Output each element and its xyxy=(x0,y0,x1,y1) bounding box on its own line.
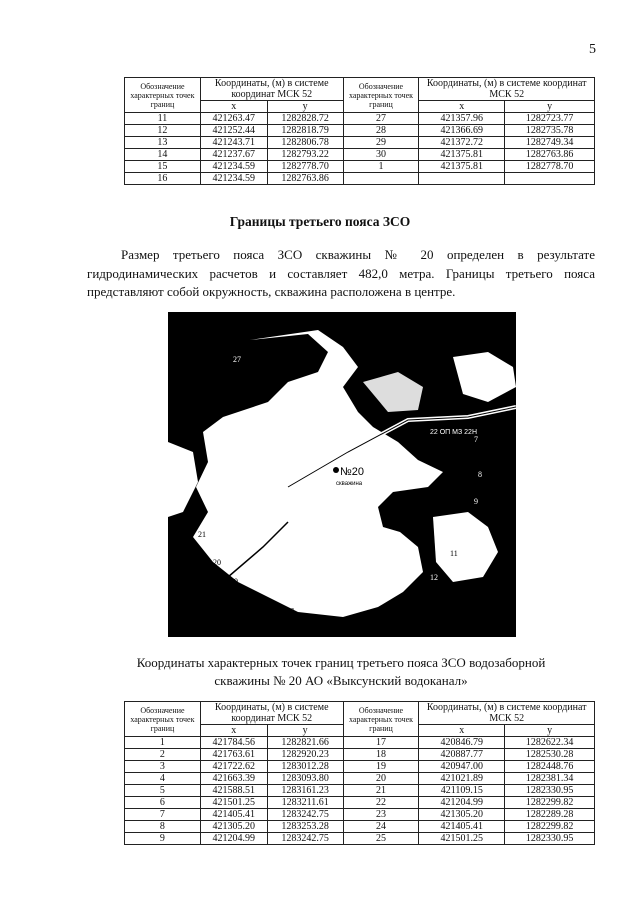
y-coordinate-cell: 1282381.34 xyxy=(505,773,595,785)
table-row xyxy=(125,821,595,833)
point-number-cell: 1 xyxy=(125,737,201,749)
x-coordinate-cell xyxy=(419,173,505,185)
well-sublabel: скважина xyxy=(336,481,363,487)
point-number-cell: 28 xyxy=(343,125,419,137)
point-number-cell: 14 xyxy=(125,149,201,161)
caption-line-2: скважины № 20 АО «Выксунский водоканал» xyxy=(214,673,468,688)
table-row xyxy=(125,809,595,821)
coords-header: Координаты, (м) в системе координат МСК 52 xyxy=(419,78,595,101)
y-header: y xyxy=(505,101,595,113)
point-number-cell: 15 xyxy=(125,161,201,173)
y-coordinate-cell: 1282828.72 xyxy=(267,113,343,125)
x-coordinate-cell: 421501.25 xyxy=(419,833,505,845)
map-svg xyxy=(168,312,516,637)
x-header: x xyxy=(200,725,267,737)
point-number-cell: 12 xyxy=(125,125,201,137)
point-number-cell: 23 xyxy=(343,809,419,821)
x-coordinate-cell: 421375.81 xyxy=(419,161,505,173)
x-coordinate-cell: 420846.79 xyxy=(419,737,505,749)
point-label: 19 xyxy=(230,577,238,586)
coordinates-table-2 xyxy=(124,701,595,845)
y-coordinate-cell: 1282299.82 xyxy=(505,821,595,833)
y-header: y xyxy=(505,725,595,737)
y-coordinate-cell: 1282299.82 xyxy=(505,797,595,809)
y-coordinate-cell: 1282821.66 xyxy=(267,737,343,749)
point-number-cell: 11 xyxy=(125,113,201,125)
table-row xyxy=(125,761,595,773)
point-number-cell: 9 xyxy=(125,833,201,845)
x-coordinate-cell: 421305.20 xyxy=(419,809,505,821)
point-number-cell: 3 xyxy=(125,761,201,773)
point-number-cell: 22 xyxy=(343,797,419,809)
point-number-cell: 13 xyxy=(125,137,201,149)
x-coordinate-cell: 420947.00 xyxy=(419,761,505,773)
point-label: 15 xyxy=(351,613,359,622)
col-label-header: Обозначение характерных точек границ xyxy=(125,78,201,113)
point-label: 13 xyxy=(406,589,414,598)
x-coordinate-cell: 420887.77 xyxy=(419,749,505,761)
point-label: 18 xyxy=(256,595,264,604)
x-coordinate-cell: 421204.99 xyxy=(419,797,505,809)
point-label: 20 xyxy=(213,558,221,567)
point-number-cell: 29 xyxy=(343,137,419,149)
x-coordinate-cell: 421763.61 xyxy=(200,749,267,761)
y-coordinate-cell: 1282793.22 xyxy=(267,149,343,161)
x-coordinate-cell: 421021.89 xyxy=(419,773,505,785)
x-coordinate-cell: 421204.99 xyxy=(200,833,267,845)
caption-line-1: Координаты характерных точек границ третьего пояса ЗСО водозаборной xyxy=(136,655,546,670)
page-number: 5 xyxy=(589,42,596,57)
table-row xyxy=(125,173,595,185)
point-label: 12 xyxy=(430,573,438,582)
x-coordinate-cell: 421234.59 xyxy=(200,161,267,173)
coords-header: Координаты, (м) в системе координат МСК 52 xyxy=(200,78,343,101)
y-coordinate-cell: 1282289.28 xyxy=(505,809,595,821)
well-marker-icon xyxy=(333,467,339,473)
table-caption xyxy=(87,654,595,690)
point-number-cell: 30 xyxy=(343,149,419,161)
table-header-row xyxy=(125,78,595,101)
x-coordinate-cell: 421234.59 xyxy=(200,173,267,185)
zone-map-image xyxy=(168,312,516,637)
table-row xyxy=(125,161,595,173)
x-coordinate-cell: 421237.67 xyxy=(200,149,267,161)
y-coordinate-cell: 1282749.34 xyxy=(505,137,595,149)
y-coordinate-cell: 1282448.76 xyxy=(505,761,595,773)
well-label: №20 xyxy=(340,466,365,478)
point-number-cell: 6 xyxy=(125,797,201,809)
table-row xyxy=(125,113,595,125)
col-label-header: Обозначение характерных точек границ xyxy=(343,78,419,113)
y-coordinate-cell: 1282330.95 xyxy=(505,785,595,797)
coords-header: Координаты, (м) в системе координат МСК 52 xyxy=(419,702,595,725)
table-row xyxy=(125,773,595,785)
road-label: 22 ОП МЗ 22Н xyxy=(430,429,477,436)
x-coordinate-cell: 421405.41 xyxy=(419,821,505,833)
point-number-cell: 21 xyxy=(343,785,419,797)
table-row xyxy=(125,749,595,761)
point-number-cell: 17 xyxy=(343,737,419,749)
x-coordinate-cell: 421305.20 xyxy=(200,821,267,833)
point-number-cell xyxy=(343,173,419,185)
x-header: x xyxy=(200,101,267,113)
point-number-cell: 5 xyxy=(125,785,201,797)
point-number-cell: 16 xyxy=(125,173,201,185)
y-coordinate-cell: 1282735.78 xyxy=(505,125,595,137)
y-coordinate-cell: 1283161.23 xyxy=(267,785,343,797)
table-row xyxy=(125,833,595,845)
y-coordinate-cell xyxy=(505,173,595,185)
y-coordinate-cell: 1283093.80 xyxy=(267,773,343,785)
point-number-cell: 7 xyxy=(125,809,201,821)
x-coordinate-cell: 421243.71 xyxy=(200,137,267,149)
table-row xyxy=(125,737,595,749)
point-label: 21 xyxy=(198,530,206,539)
x-coordinate-cell: 421663.39 xyxy=(200,773,267,785)
x-coordinate-cell: 421109.15 xyxy=(419,785,505,797)
y-coordinate-cell: 1282723.77 xyxy=(505,113,595,125)
x-coordinate-cell: 421252.44 xyxy=(200,125,267,137)
point-number-cell: 4 xyxy=(125,773,201,785)
x-coordinate-cell: 421366.69 xyxy=(419,125,505,137)
y-coordinate-cell: 1282763.86 xyxy=(267,173,343,185)
section-heading: Границы третьего пояса ЗСО xyxy=(229,214,411,229)
table-header-row xyxy=(125,702,595,725)
table-row xyxy=(125,149,595,161)
coords-header: Координаты, (м) в системе координат МСК 52 xyxy=(200,702,343,725)
point-number-cell: 20 xyxy=(343,773,419,785)
x-coordinate-cell: 421375.81 xyxy=(419,149,505,161)
col-label-header: Обозначение характерных точек границ xyxy=(125,702,201,737)
x-coordinate-cell: 421722.62 xyxy=(200,761,267,773)
y-coordinate-cell: 1282778.70 xyxy=(267,161,343,173)
point-number-cell: 18 xyxy=(343,749,419,761)
x-coordinate-cell: 421263.47 xyxy=(200,113,267,125)
y-coordinate-cell: 1283253.28 xyxy=(267,821,343,833)
y-coordinate-cell: 1282778.70 xyxy=(505,161,595,173)
y-coordinate-cell: 1282622.34 xyxy=(505,737,595,749)
point-number-cell: 8 xyxy=(125,821,201,833)
table-row xyxy=(125,125,595,137)
y-coordinate-cell: 1282330.95 xyxy=(505,833,595,845)
y-coordinate-cell: 1282818.79 xyxy=(267,125,343,137)
y-coordinate-cell: 1283211.61 xyxy=(267,797,343,809)
point-label: 27 xyxy=(233,355,241,364)
table-row xyxy=(125,137,595,149)
x-coordinate-cell: 421357.96 xyxy=(419,113,505,125)
y-coordinate-cell: 1282806.78 xyxy=(267,137,343,149)
point-label: 7 xyxy=(474,435,478,444)
point-number-cell: 1 xyxy=(343,161,419,173)
y-header: y xyxy=(267,725,343,737)
point-number-cell: 19 xyxy=(343,761,419,773)
y-coordinate-cell: 1282920.23 xyxy=(267,749,343,761)
table-row xyxy=(125,785,595,797)
x-coordinate-cell: 421784.56 xyxy=(200,737,267,749)
point-label: 11 xyxy=(450,549,458,558)
point-label: 9 xyxy=(474,497,478,506)
body-paragraph: Размер третьего пояса ЗСО скважины № 20 определен в результате гидродинамических расчетов и составляет 482,0 метра. Границы третьего пояса представляют собой окружность, скважина расположена в центре. xyxy=(87,247,595,299)
y-coordinate-cell: 1283242.75 xyxy=(267,833,343,845)
x-header: x xyxy=(419,101,505,113)
point-label: 8 xyxy=(478,470,482,479)
table-row xyxy=(125,797,595,809)
x-header: x xyxy=(419,725,505,737)
y-header: y xyxy=(267,101,343,113)
x-coordinate-cell: 421588.51 xyxy=(200,785,267,797)
y-coordinate-cell: 1282530.28 xyxy=(505,749,595,761)
point-label: 16 xyxy=(316,615,324,624)
y-coordinate-cell: 1282763.86 xyxy=(505,149,595,161)
point-number-cell: 24 xyxy=(343,821,419,833)
coordinates-table-1 xyxy=(124,77,595,185)
x-coordinate-cell: 421501.25 xyxy=(200,797,267,809)
point-label: 17 xyxy=(286,607,294,616)
point-number-cell: 25 xyxy=(343,833,419,845)
x-coordinate-cell: 421405.41 xyxy=(200,809,267,821)
x-coordinate-cell: 421372.72 xyxy=(419,137,505,149)
y-coordinate-cell: 1283012.28 xyxy=(267,761,343,773)
point-number-cell: 27 xyxy=(343,113,419,125)
y-coordinate-cell: 1283242.75 xyxy=(267,809,343,821)
col-label-header: Обозначение характерных точек границ xyxy=(343,702,419,737)
point-number-cell: 2 xyxy=(125,749,201,761)
